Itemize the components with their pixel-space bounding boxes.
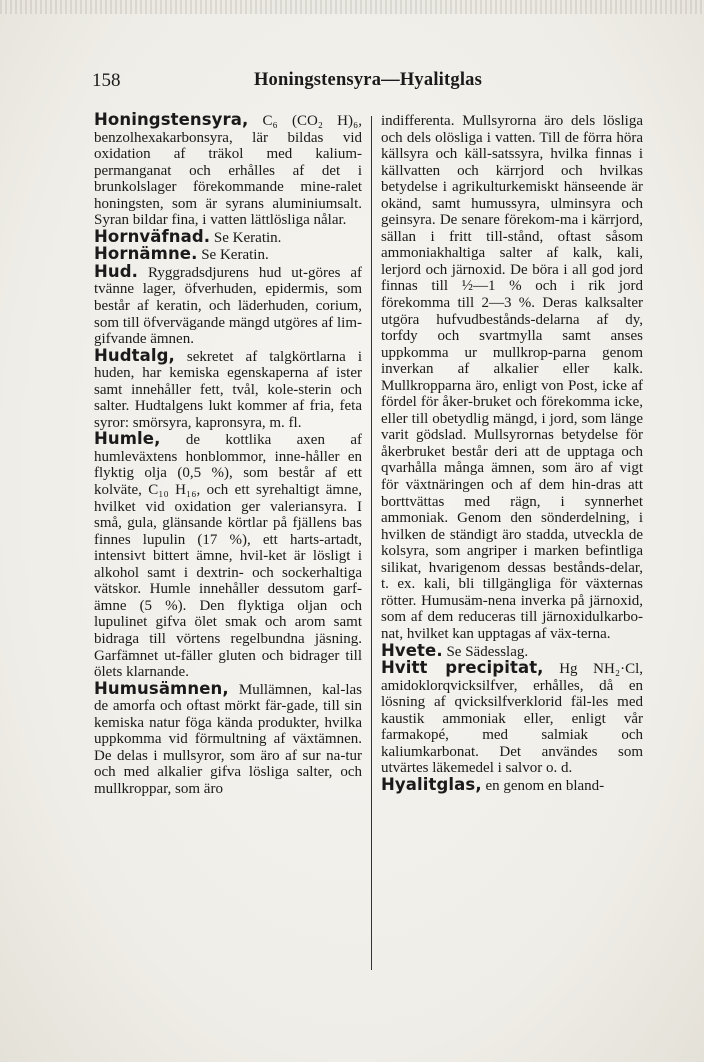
entry [381,774,643,795]
entry-body: de kottlika axen af humleväxtens honblommor, inne-håller en flyktig olja (0,5 %), som består af ett kolväte, C₁₀ H₁₆, och ett syrehaltigt ämne, hvilket vid oxidation ger valeriansyra. I små, gula, glänsande körtlar på fjällens bas finnes lupulin (17 %), ett harts-artadt, intensivt bittert ämne, hvil-ket är lösligt i alkohol samt i dextrin- och sockerhaltiga vätskor. Humle innehåller dessutom garf-ämne (5 %). Den flyktiga oljan och lupulinet gifva ölet smak och arom samt bidraga till vörtens regelbundna jäsning. Garfämnet ut-fäller gluten och bidrager till ölets klarnande. [94,432,362,681]
entry-body: indifferenta. Mullsyrorna äro dels lösliga och dels olösliga i vatten. Till de förra höra källsyra och käll-satssyra, hvilka finnas i källvatten och kärrjord och hvilkas betydelse i agrikulturkemiskt hänseende är okänd, samt humussyra, ulminsyra och geinsyra. De senare förekom-ma i kärrjord, sällan i fritt till-stånd, oftast såsom ammoniakhaltiga salter af kalk, kali, lerjord och järnoxid. De böra i all god jord finnas till ½—1 % och i rik jord förekomma till 2—3 %. Deras kalksalter utgöra hufvudbestånds-delarna af dy, torfdy och svartmylla samt anses uppkomma ur mullkrop-parna genom inverkan af alkalier eller kalk. Mullkropparna äro, enligt von Post, icke af fördel för åker-bruket och förekomma icke, eller till obetydlig mängd, i jord, som länge varit gödslad. Mullsyrornas betydelse för åkerbruket består deri att de upptaga och qvarhålla många ämnen, som äro af vigt för växtnäringen och af dem hin-dras att borttvättas med rägn, i synnerhet ammoniak. Genom den sönderdelning, i hvilken de ständigt äro stadda, utveckla de kolsyra, som angriper i marken befintliga silikat, hvarigenom dessas bestånds-delar, t. ex. kali, bli tillgängliga för växternas rötter. Humusäm-nena inverka på järnoxid, som af dem reduceras till järnoxidulkarbo-nat, hvilket kan upptagas af väx-terna. [381,113,643,642]
entry [94,431,362,680]
entry [94,678,362,798]
entry-body: Se Keratin. [210,229,282,246]
entry-headword: Hud. [94,261,139,281]
entry-body: en genom en bland- [481,777,605,794]
entry-body: Se Keratin. [197,247,269,264]
entry-body: sekretet af talgkörtlarna i huden, har kemiska egenskaperna af ister samt innehåller fett, tvål, kole-sterin och salter. Hudtalgens lukt kommer af fria, feta syror: smörsyra, kapronsyra, m. fl. [94,348,362,431]
running-head: Honingstensyra—Hyalitglas [253,70,483,90]
entry-body: Se Sädesslag. [442,643,529,660]
entry [381,112,643,643]
entry-body: Ryggradsdjurens hud ut-göres af tvänne lager, öfverhuden, epidermis, som består af keratin, och läderhuden, corium, som till öfvervägande mängd utgöres af lim-gifvande ämnen. [94,264,362,348]
scan-edge [0,0,704,14]
left-column [94,112,362,797]
entry-headword: Hyalitglas, [381,774,482,794]
entry-headword: Hvete. [381,640,443,660]
entry [94,261,362,348]
entry-headword: Humle, [94,429,161,449]
entry [94,345,362,432]
entry-body: Mullämnen, kal-las de amorfa och oftast mörkt fär-gade, till sin kemiska natur föga kända produkter, hvilka uppkomma vid förmultning af växtämnen. De delas i mullsyror, som äro af sur na-tur och med alkalier gifva lösliga salter, och mullkroppar, som äro [94,681,362,797]
entry-body: Hg NH₂·Cl, amidoklorqvicksilfver, erhålles, då en lösning af qvicksilfverklorid fäl-les med kaustik ammoniak eller, enligt vår farmakopé, med salmiak och kaliumkarbonat. Det användes som utvärtes läkemedel i salvor o. d. [381,661,643,777]
entry [94,112,362,229]
entry-headword: Honingstensyra, [94,110,249,129]
right-column [381,112,643,794]
entry-headword: Hornväfnad. [94,226,211,246]
page-number: 158 [92,70,121,91]
entry [381,660,643,777]
entry-body: C₆ (CO₂ H)₆, benzolhexakarbonsyra, lär bildas vid oxidation af träkol med kalium-permanganat och erhålles af det i brunkolslager förekommande mine-ralet honingsten, som är syrans aluminiumsalt. Syran bildar fina, i vatten lättlösliga nålar. [94,113,362,229]
entry-headword: Hudtalg, [94,345,175,365]
page-header [92,70,644,96]
column-divider [371,116,372,970]
entry-headword: Humusämnen, [94,678,229,698]
entry-headword: Hornämne. [94,244,198,264]
entry-headword: Hvitt precipitat, [381,658,544,678]
